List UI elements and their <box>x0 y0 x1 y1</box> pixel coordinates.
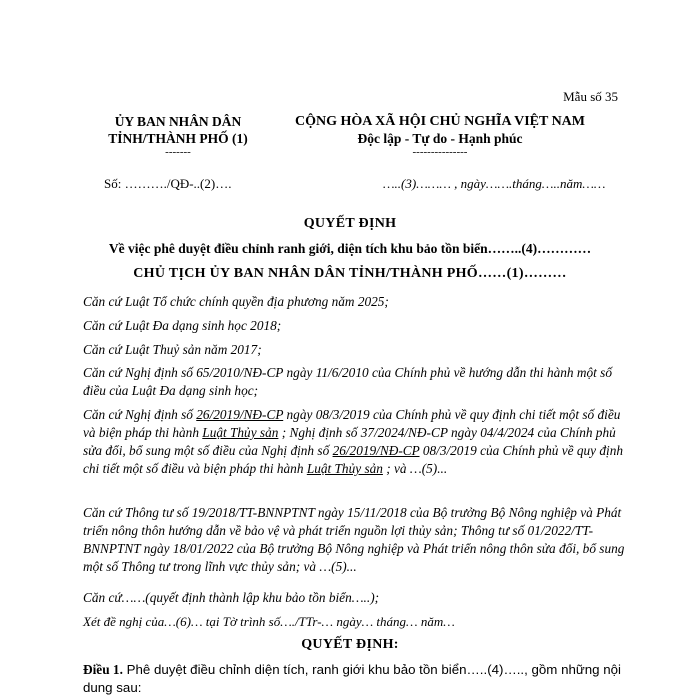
basis-5-text-a: Căn cứ Nghị định số <box>83 407 197 422</box>
legal-basis-5 <box>83 406 628 478</box>
nation-name: CỘNG HÒA XÃ HỘI CHỦ NGHĨA VIỆT NAM <box>294 114 585 129</box>
place-date: …..(3)……… , ngày…….tháng…..năm…… <box>383 176 606 191</box>
decision-heading: QUYẾT ĐỊNH: <box>301 637 399 652</box>
national-header <box>275 113 605 157</box>
form-number: Mẫu số 35 <box>563 89 618 104</box>
proposal-basis: Xét đề nghị của…(6)… tại Tờ trình số…./TTr-… ngày… tháng… năm… <box>83 614 455 629</box>
legal-basis-7: Căn cứ……(quyết định thành lập khu bảo tồn biển…..); <box>83 590 380 605</box>
authority-header <box>88 113 268 157</box>
legal-basis-3: Căn cứ Luật Thuỷ sản năm 2017; <box>83 342 262 357</box>
authority-rule: ------- <box>165 146 191 158</box>
document-title: QUYẾT ĐỊNH <box>303 216 397 231</box>
legal-basis-6: Căn cứ Thông tư số 19/2018/TT-BNNPTNT ngày 15/11/2018 của Bộ trưởng Bộ Nông nghiệp và Phát triển nông thôn hướng dẫn về bảo vệ và phát triển nguồn lợi thủy sản; Thông tư số 01/2022/TT-BNNPTNT ngày 18/01/2022 của Bộ trưởng Bộ Nông nghiệp và Phát triển nông thôn sửa đổi, bổ sung một số Thông tư trong lĩnh vực thủy sản; và …(5)... <box>83 505 625 574</box>
document-subtitle: Về việc phê duyệt điều chỉnh ranh giới, diện tích khu bảo tồn biển……..(4)………… <box>108 241 592 256</box>
decree-link[interactable]: 26/2019/NĐ-CP <box>332 443 420 458</box>
legal-basis-2: Căn cứ Luật Đa dạng sinh học 2018; <box>83 318 282 333</box>
article-1-text: Phê duyệt điều chỉnh diện tích, ranh giới khu bảo tồn biển…..(4)….., gồm những nội dung sau: <box>83 662 621 695</box>
fisheries-law-link[interactable]: Luật Thủy sản <box>306 461 383 476</box>
fisheries-law-link[interactable]: Luật Thủy sản <box>202 425 279 440</box>
basis-5-text-d: 08/3/2019 của Chính phủ về quy định chi tiết một số điều và biện pháp thi hành <box>83 443 623 476</box>
motto-rule: --------------- <box>412 146 468 158</box>
authority-line-2: TỈNH/THÀNH PHỐ (1) <box>108 131 248 146</box>
legal-basis-4: Căn cứ Nghị định số 65/2010/NĐ-CP ngày 11/6/2010 của Chính phủ về hướng dẫn thi hành một số điều của Luật Đa dạng sinh học; <box>83 365 612 398</box>
basis-5-text-c: ; Nghị định số 37/2024/NĐ-CP ngày 04/4/2024 của Chính phủ sửa đổi, bổ sung một số điều của Nghị định số <box>83 425 616 458</box>
decree-link[interactable]: 26/2019/NĐ-CP <box>196 407 284 422</box>
document-number: Số: ………./QĐ-..(2)…. <box>104 176 232 191</box>
basis-5-text-e: ; và …(5)... <box>382 461 448 476</box>
article-1-label: Điều 1. <box>83 662 123 677</box>
article-1 <box>83 661 628 697</box>
issuer-title: CHỦ TỊCH ỦY BAN NHÂN DÂN TỈNH/THÀNH PHỐ……(1)……… <box>133 266 567 281</box>
basis-5-text-b: ngày 08/3/2019 của Chính phủ về quy định chi tiết một số điều và biện pháp thi hành <box>83 407 621 440</box>
legal-basis-1: Căn cứ Luật Tổ chức chính quyền địa phương năm 2025; <box>83 294 389 309</box>
authority-line-1: ỦY BAN NHÂN DÂN <box>114 114 242 129</box>
national-motto: Độc lập - Tự do - Hạnh phúc <box>357 131 523 146</box>
